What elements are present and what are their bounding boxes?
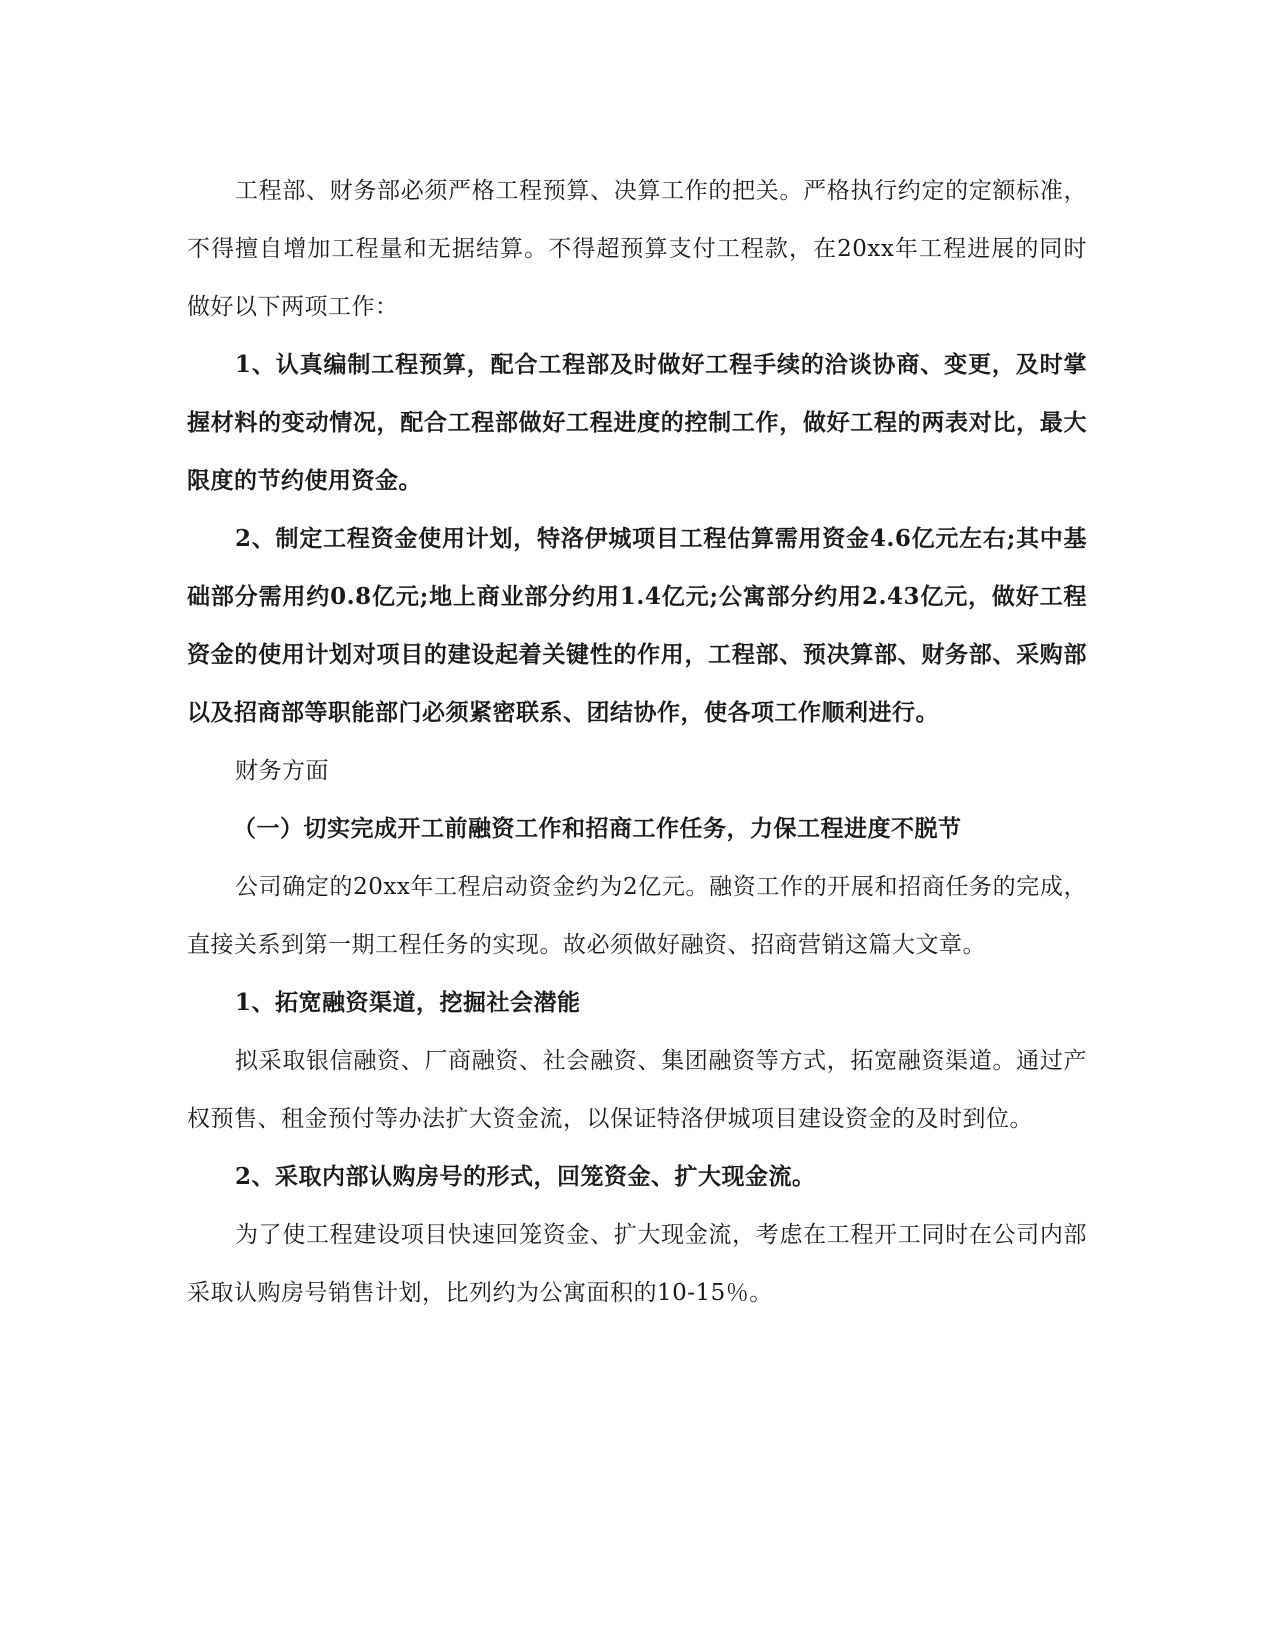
document-body	[187, 162, 1087, 1322]
paragraph-item-1-channels: 1、拓宽融资渠道，挖掘社会潜能	[235, 989, 581, 1016]
section-heading-finance: 财务方面	[235, 758, 329, 784]
paragraph-item-2-fund-plan: 2、制定工程资金使用计划，特洛伊城项目工程估算需用资金4.6亿元左右;其中基础部分需用约0.8亿元;地上商业部分约用1.4亿元;公寓部分约用2.43亿元，做好工程资金的使用计划对项目的建设起着关键性的作用，工程部、预决算部、财务部、采购部以及招商部等职能部门必须紧密联系、团结协作，使各项工作顺利进行。	[187, 525, 1087, 726]
subsection-heading-financing: （一）切实完成开工前融资工作和招商工作任务，力保工程进度不脱节	[233, 815, 962, 842]
paragraph-sales-plan: 为了使工程建设项目快速回笼资金、扩大现金流，考虑在工程开工同时在公司内部采取认购房号销售计划，比列约为公寓面积的10-15％。	[187, 1222, 1087, 1306]
paragraph-budget-control: 工程部、财务部必须严格工程预算、决算工作的把关。严格执行约定的定额标准，不得擅自增加工程量和无据结算。不得超预算支付工程款，在20xx年工程进展的同时做好以下两项工作：	[187, 178, 1087, 320]
paragraph-item-2-internal-subscription: 2、采取内部认购房号的形式，回笼资金、扩大现金流。	[235, 1163, 816, 1190]
paragraph-startup-funds: 公司确定的20xx年工程启动资金约为2亿元。融资工作的开展和招商任务的完成，直接关系到第一期工程任务的实现。故必须做好融资、招商营销这篇大文章。	[187, 874, 1087, 958]
paragraph-financing-methods: 拟采取银信融资、厂商融资、社会融资、集团融资等方式，拓宽融资渠道。通过产权预售、租金预付等办法扩大资金流，以保证特洛伊城项目建设资金的及时到位。	[187, 1048, 1087, 1132]
paragraph-item-1-budget: 1、认真编制工程预算，配合工程部及时做好工程手续的洽谈协商、变更，及时掌握材料的变动情况，配合工程部做好工程进度的控制工作，做好工程的两表对比，最大限度的节约使用资金。	[187, 351, 1087, 494]
